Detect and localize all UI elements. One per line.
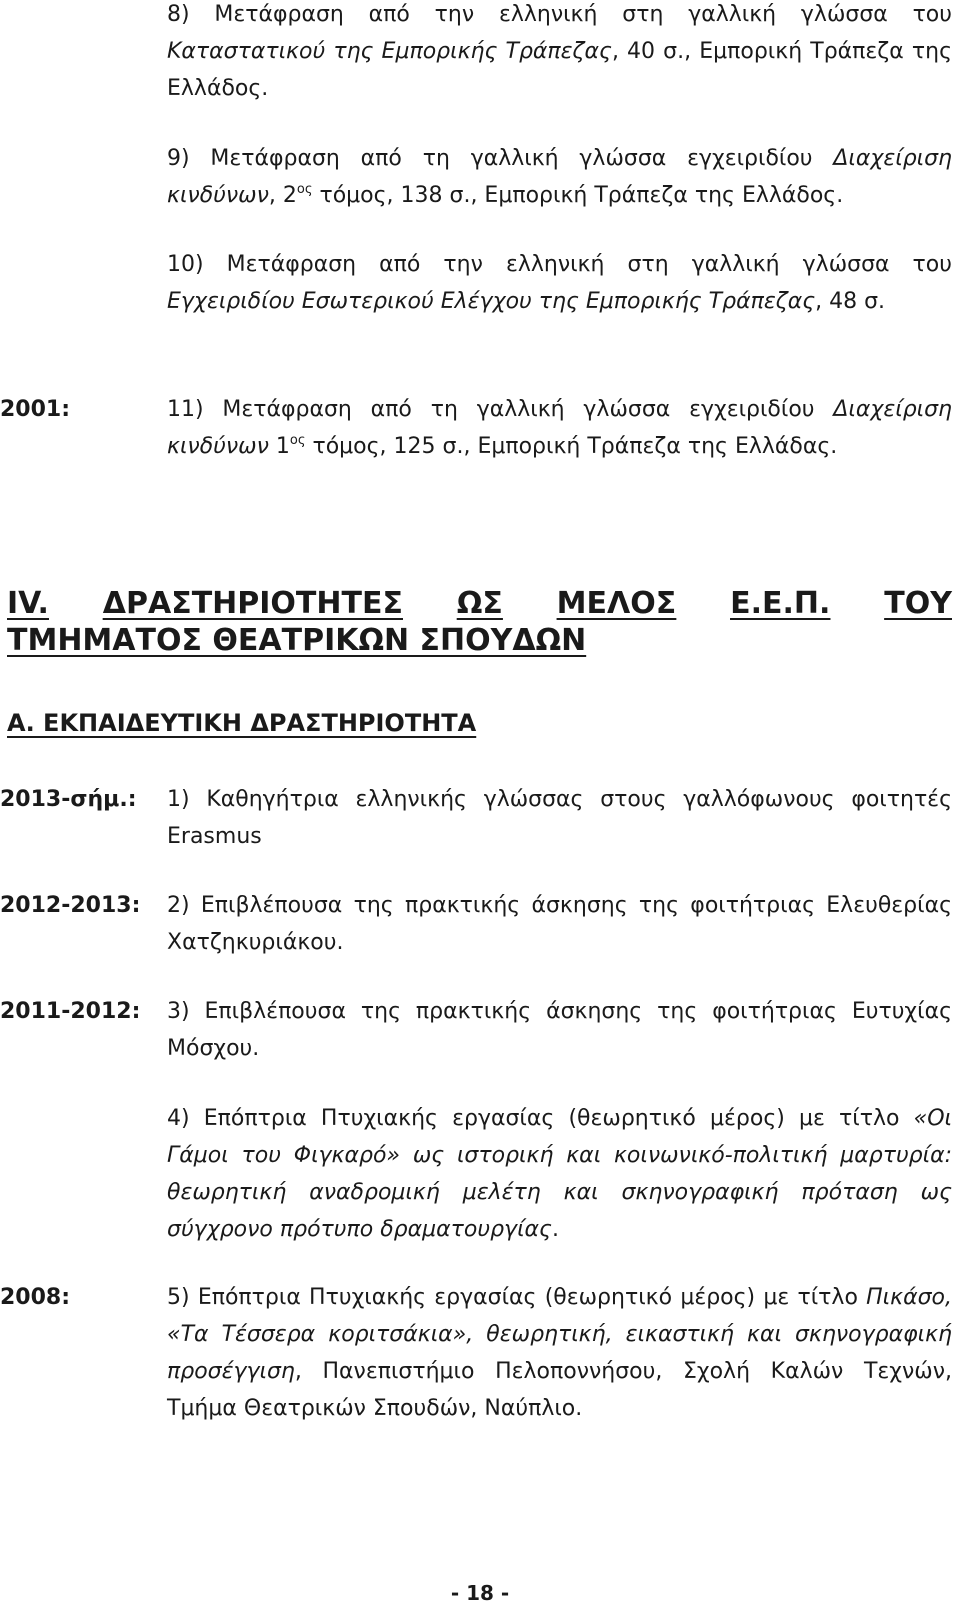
text-run: , 40 σ., Εμπορική Τράπεζα της Ελλάδος. [167,39,952,101]
entry-label: 2012-2013: [0,893,141,918]
heading-word: ΔΡΑΣΤΗΡΙΟΤΗΤΕΣ [102,586,403,621]
text-run: τόμος, 125 σ., Εμπορική Τράπεζα της Ελλάδας. [305,434,838,459]
text-run: 9) Μετάφραση από τη γαλλική γλώσσα εγχειριδίου [167,146,834,171]
heading-word: ΤΟΥ [884,586,952,621]
page-number: - 18 - [450,1581,510,1605]
heading-word: ΜΕΛΟΣ [556,586,677,621]
entry-9 [0,140,952,214]
entry-text [167,0,952,107]
section-heading-line1 [7,585,952,622]
text-run: 10) Μετάφραση από την ελληνική στη γαλλική γλώσσα του [167,252,952,277]
text-run: , Πανεπιστήμιο Πελοποννήσου, Σχολή Καλών Τεχνών, Τμήμα Θεατρικών Σπουδών, Ναύπλιο. [167,1359,952,1421]
heading-word: Ε.Ε.Π. [730,586,831,621]
entry-1 [0,781,952,855]
text-run: , 2 [268,183,297,208]
entry-text [167,1279,952,1427]
entry-text [167,246,952,320]
entry-5 [0,1279,952,1427]
entry-10 [0,246,952,320]
entry-label [0,1100,167,1248]
entry-label: 2008: [0,1285,71,1310]
superscript-text: ος [296,182,313,197]
italic-text: Εγχειριδίου Εσωτερικού Ελέγχου της Εμπορικής Τράπεζας [167,289,816,314]
text-run: τόμος, 138 σ., Εμπορική Τράπεζα της Ελλάδος. [312,183,844,208]
text-run: 1 [268,434,290,459]
italic-text: Καταστατικού της Εμπορικής Τράπεζας [167,39,612,64]
entry-label [0,0,167,107]
entry-label: 2011-2012: [0,999,141,1024]
heading-word: ΩΣ [456,586,503,621]
text-run: 3) Επιβλέπουσα της πρακτικής άσκησης της φοιτήτριας Ευτυχίας Μόσχου. [167,999,952,1061]
entry-text [167,1100,952,1248]
text-run: 11) Μετάφραση από τη γαλλική γλώσσα εγχειριδίου [167,397,834,422]
heading-word: IV. [7,586,49,621]
subsection-heading: Α. ΕΚΠΑΙΔΕΥΤΙΚΗ ΔΡΑΣΤΗΡΙΟΤΗΤΑ [7,709,477,737]
text-run: 1) Καθηγήτρια ελληνικής γλώσσας στους γαλλόφωνους φοιτητές Erasmus [167,787,952,849]
entry-label: 2013-σήμ.: [0,787,137,812]
text-run: , 48 σ. [815,289,886,314]
entry-label: 2001: [0,397,71,422]
section-heading-line2: ΤΜΗΜΑΤΟΣ ΘΕΑΤΡΙΚΩΝ ΣΠΟΥΔΩΝ [7,623,587,658]
entry-text [167,887,952,961]
italic-text: «Οι Γάμοι του Φιγκαρό» ως ιστορική και κοινωνικό-πολιτική μαρτυρία: θεωρητική αναδρομική μελέτη και σκηνογραφική πρόταση ως σύγχρονο πρότυπο δραματουργίας [167,1106,952,1242]
entry-text [167,391,952,465]
text-run: 2) Επιβλέπουσα της πρακτικής άσκησης της φοιτήτριας Ελευθερίας Χατζηκυριάκου. [167,893,952,955]
text-run: 5) Επόπτρια Πτυχιακής εργασίας (θεωρητικό μέρος) με τίτλο [167,1285,867,1310]
entry-4 [0,1100,952,1248]
entry-label [0,246,167,320]
entry-text [167,140,952,214]
text-run: 8) Μετάφραση από την ελληνική στη γαλλική γλώσσα του [167,2,952,27]
entry-label [0,140,167,214]
section-heading [7,585,952,659]
entry-3 [0,993,952,1067]
italic-text: Διαχείριση κινδύνων [167,146,952,208]
entry-8 [0,0,952,107]
entry-text [167,993,952,1067]
entry-text [167,781,952,855]
text-run: 4) Επόπτρια Πτυχιακής εργασίας (θεωρητικό μέρος) με τίτλο [167,1106,914,1131]
italic-text: Διαχείριση κινδύνων [167,397,952,459]
superscript-text: ος [289,433,306,448]
text-run: . [551,1217,559,1242]
entry-11 [0,391,952,465]
entry-2 [0,887,952,961]
italic-text: Πικάσο, «Τα Τέσσερα κοριτσάκια», θεωρητική, εικαστική και σκηνογραφική προσέγγιση [167,1285,952,1384]
